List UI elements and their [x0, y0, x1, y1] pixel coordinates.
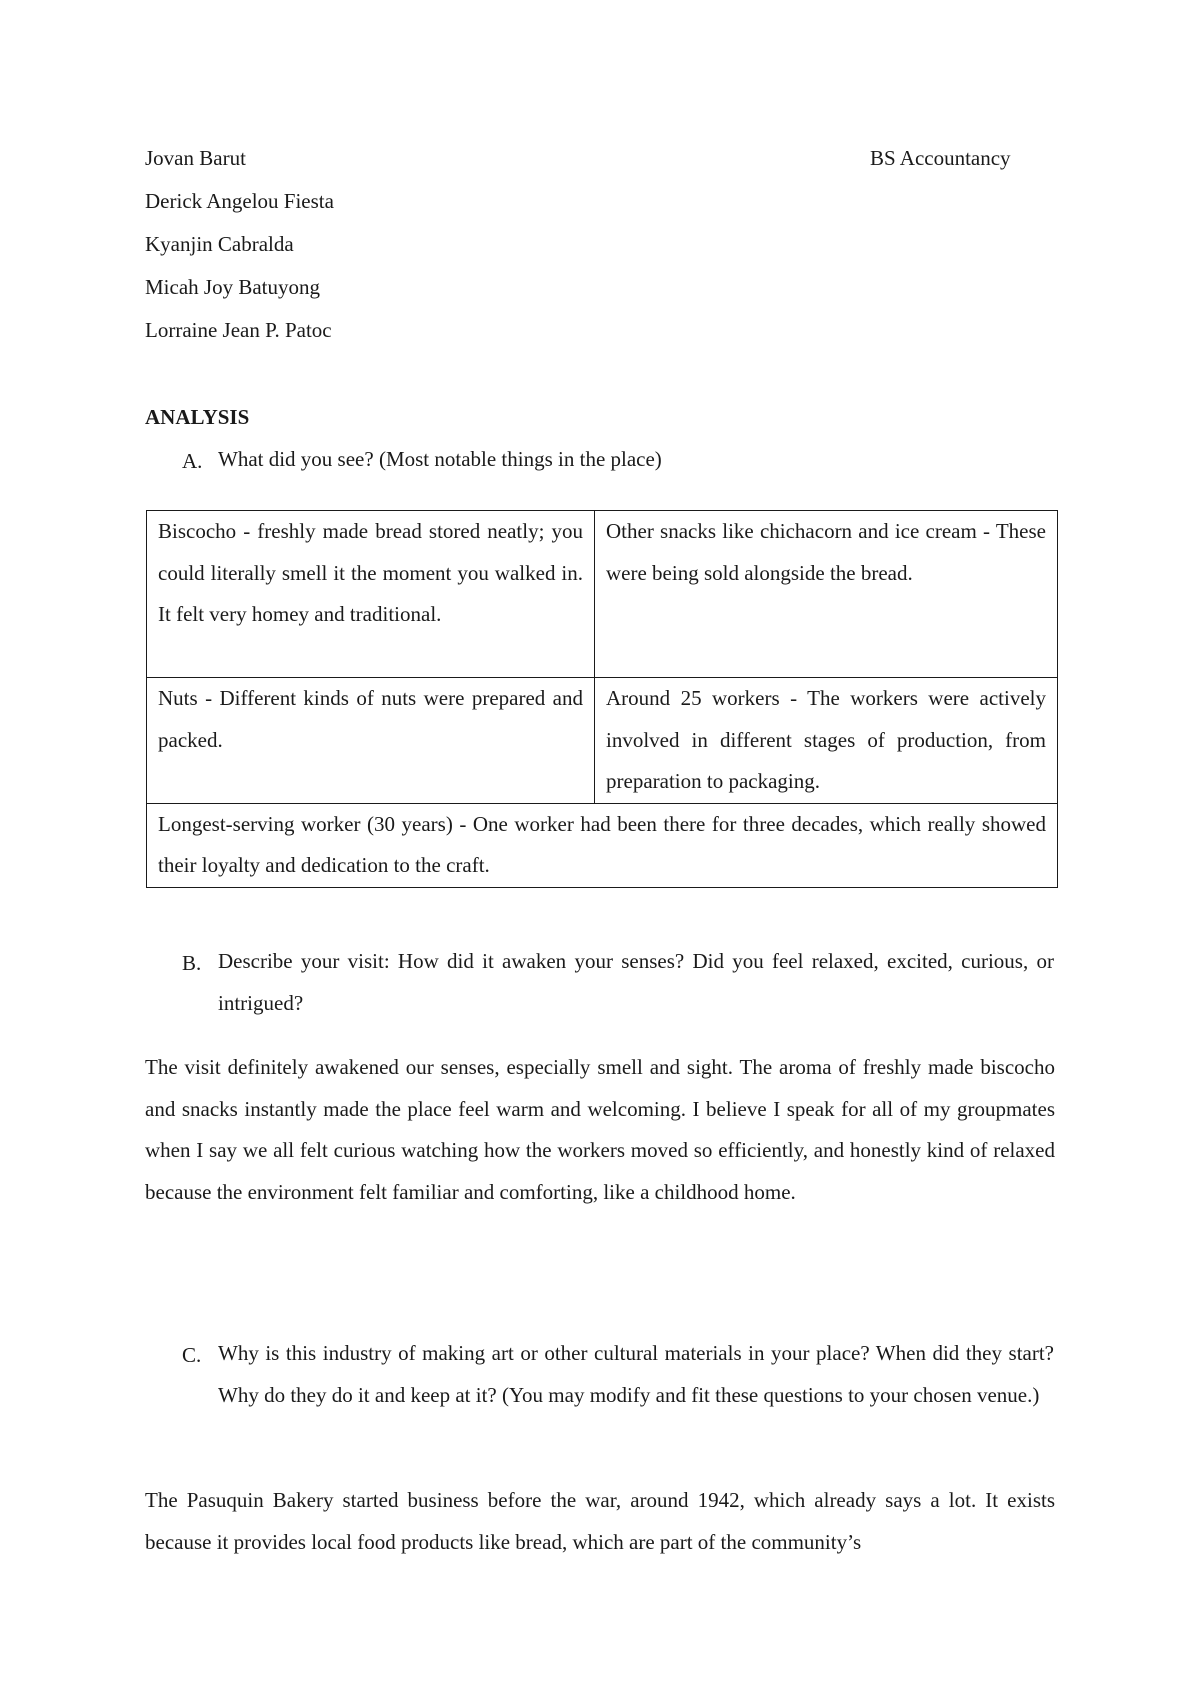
- course-label: BS Accountancy: [870, 146, 1011, 170]
- answer-paragraph: The visit definitely awakened our senses, especially smell and sight. The aroma of freshly made biscocho and snacks instantly made the place feel warm and welcoming. I believe I speak for all of my groupmates when I say we all felt curious watching how the workers moved so efficiently, and honestly kind of relaxed because the environment felt familiar and comforting, like a childhood home.: [145, 1055, 1055, 1204]
- observations-table: [146, 510, 1058, 888]
- answer-paragraph: The Pasuquin Bakery started business before the war, around 1942, which already says a lot. It exists because it provides local food products like bread, which are part of the community’s: [145, 1488, 1055, 1554]
- cell-text: Nuts - Different kinds of nuts were prepared and packed.: [158, 686, 583, 752]
- table-cell: [147, 678, 595, 804]
- question-text: Describe your visit: How did it awaken your senses? Did you feel relaxed, excited, curious, or intrigued?: [218, 949, 1054, 1015]
- table-row: [147, 511, 1058, 678]
- table-cell: [147, 511, 595, 678]
- author-name: Kyanjin Cabralda: [145, 232, 294, 256]
- cell-text: Biscocho - freshly made bread stored neatly; you could literally smell it the moment you walked in. It felt very homey and traditional.: [158, 519, 583, 626]
- author-name: Jovan Barut: [145, 146, 246, 170]
- question-text: Why is this industry of making art or other cultural materials in your place? When did they start? Why do they do it and keep at it? (You may modify and fit these questions to your chosen venue.): [218, 1341, 1054, 1407]
- author-name: Derick Angelou Fiesta: [145, 189, 334, 213]
- table-cell: [595, 511, 1058, 678]
- question-letter: A.: [182, 449, 203, 473]
- cell-text: Other snacks like chichacorn and ice cream - These were being sold alongside the bread.: [606, 519, 1046, 585]
- author-name: Lorraine Jean P. Patoc: [145, 318, 332, 342]
- author-name: Micah Joy Batuyong: [145, 275, 320, 299]
- cell-text: Longest-serving worker (30 years) - One worker had been there for three decades, which really showed their loyalty and dedication to the craft.: [158, 811, 1046, 877]
- table-row: [147, 803, 1058, 887]
- section-heading: ANALYSIS: [145, 405, 250, 429]
- question-letter: C.: [182, 1343, 202, 1367]
- table-cell: [595, 678, 1058, 804]
- question-letter: B.: [182, 951, 202, 975]
- question-text: What did you see? (Most notable things in the place): [218, 447, 662, 471]
- cell-text: Around 25 workers - The workers were actively involved in different stages of production, from preparation to packaging.: [606, 686, 1046, 793]
- table-row: [147, 678, 1058, 804]
- table-cell: [147, 803, 1058, 887]
